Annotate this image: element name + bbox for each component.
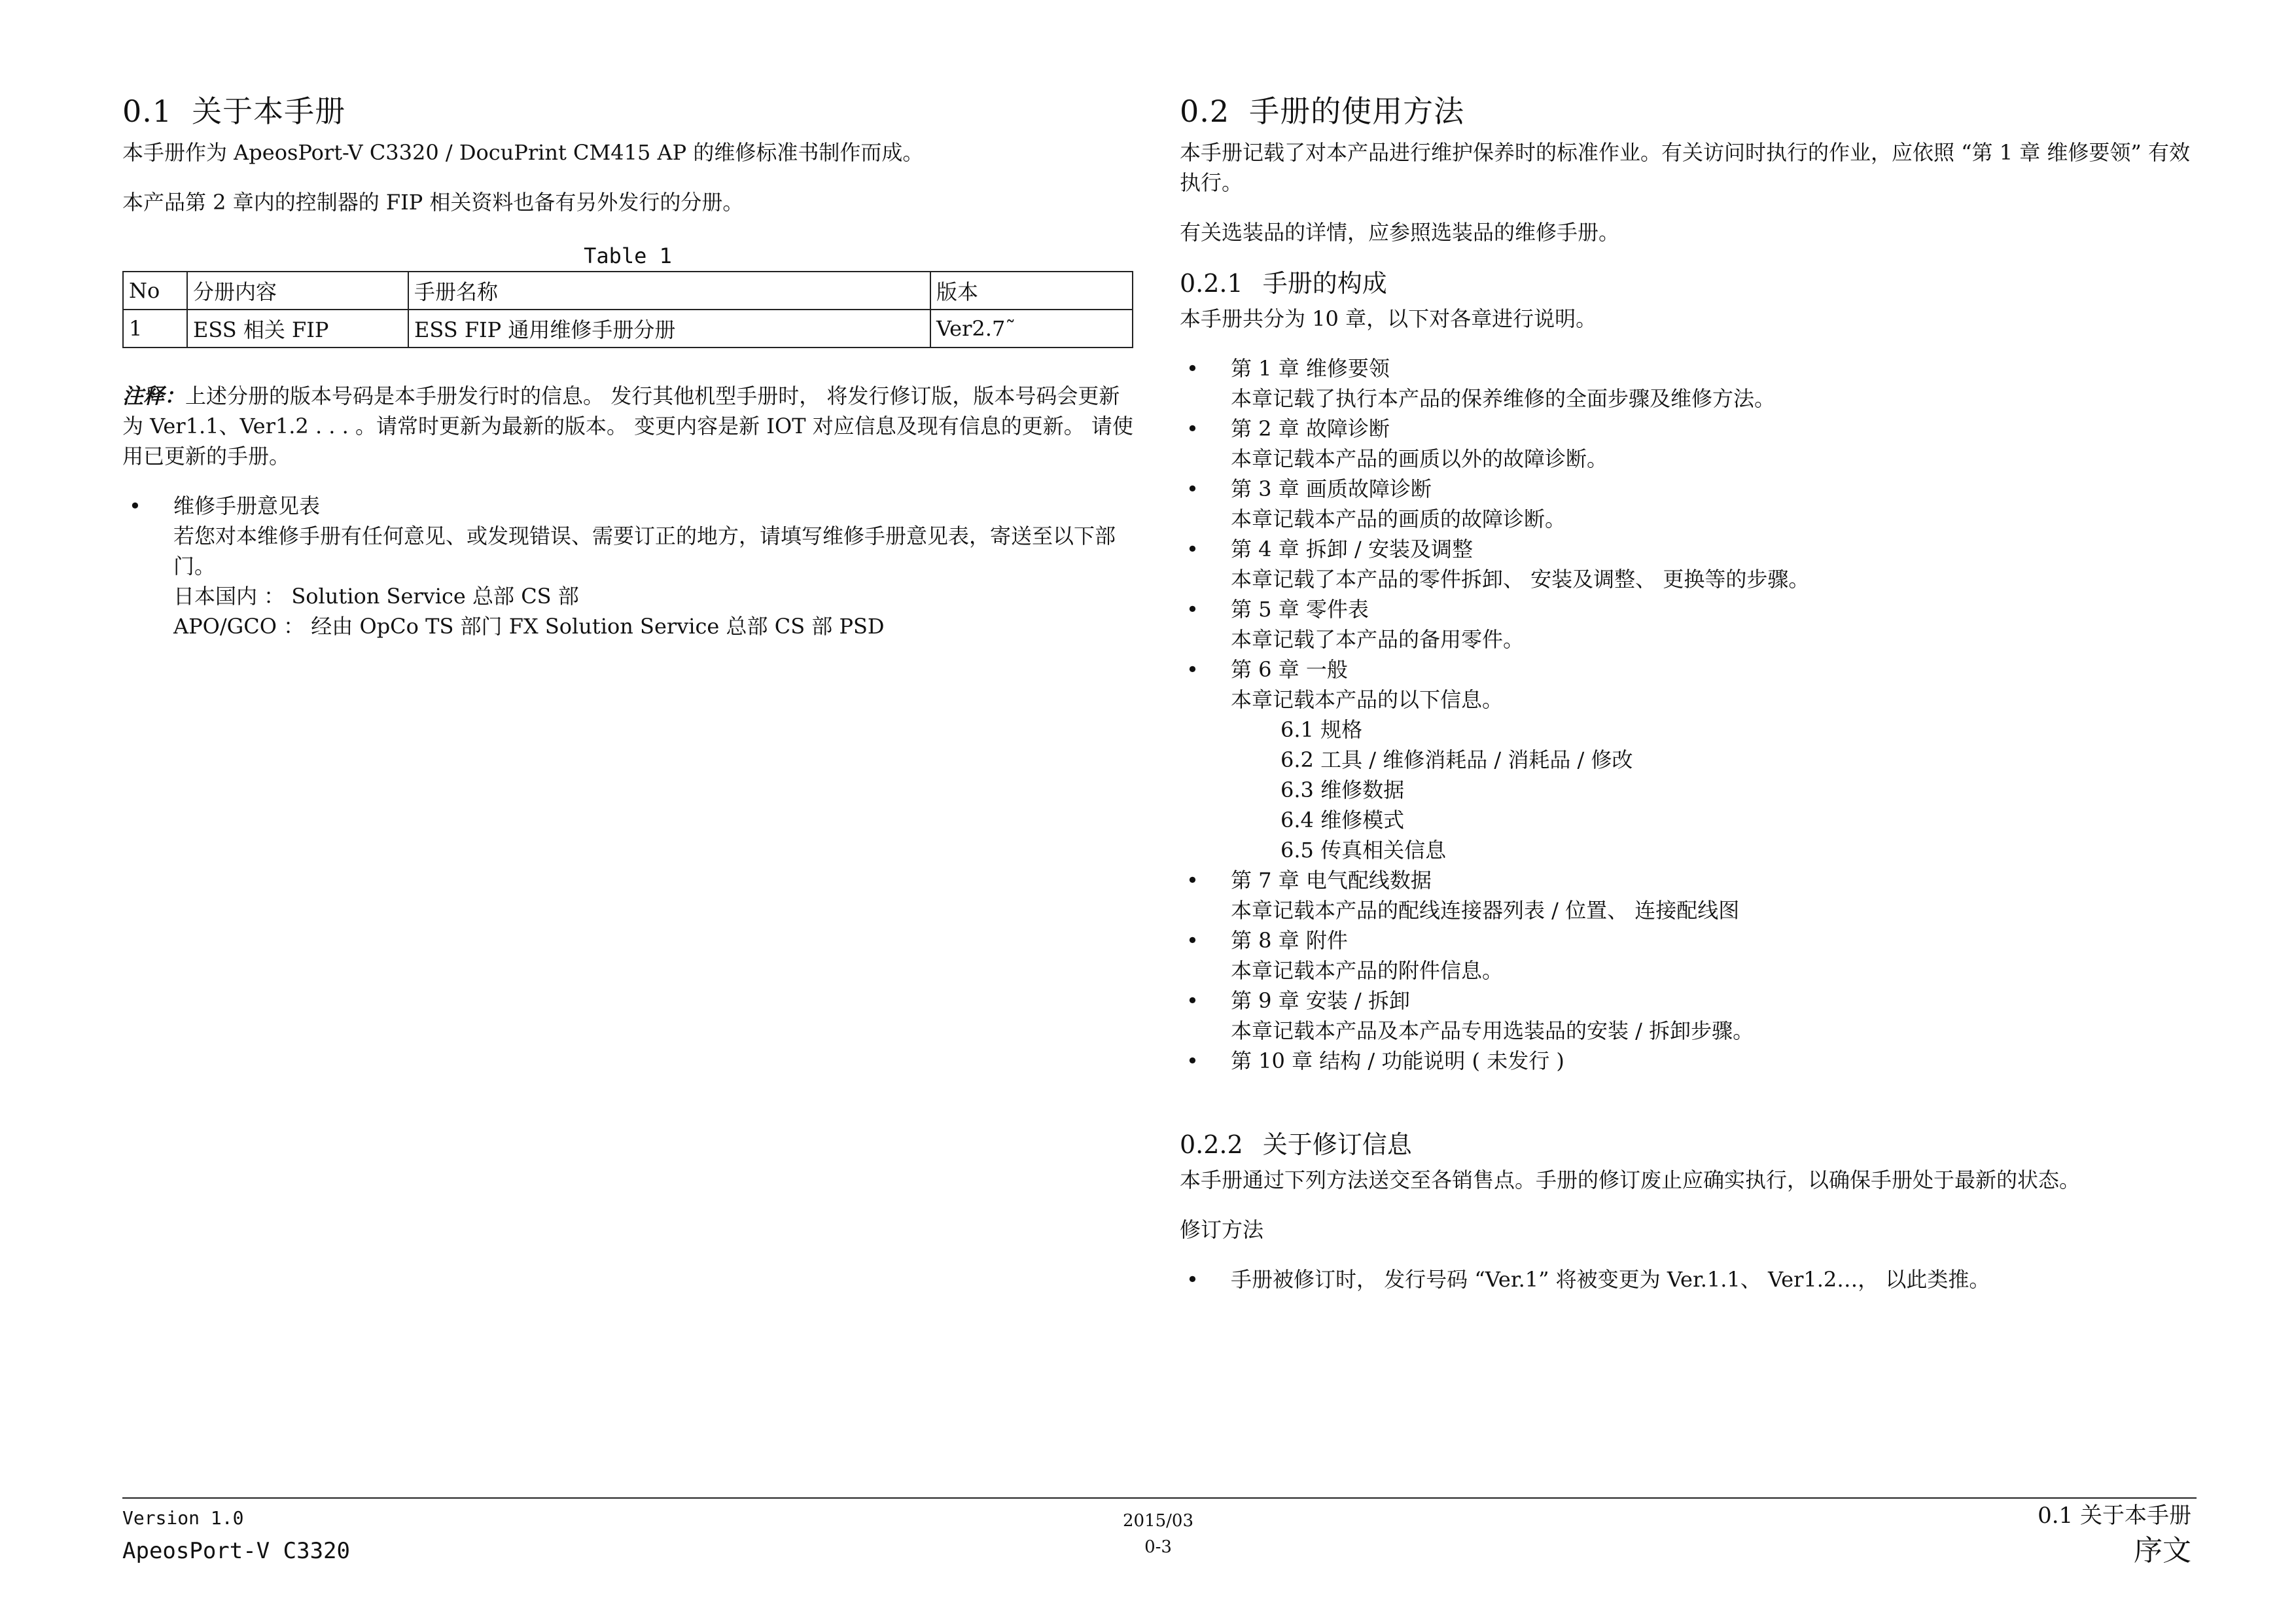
table-header-cell: 手册名称 (408, 272, 930, 310)
chapter-subitem: 6.3 维修数据 (1280, 777, 1405, 802)
footer-chapter: 序文 (2134, 1534, 2191, 1567)
list-item (1180, 925, 2191, 986)
table-cell: ESS 相关 FIP (187, 310, 408, 348)
intro-paragraph: 本手册作为 ApeosPort-V C3320 / DocuPrint CM415 AP 的维修标准书制作而成。 (122, 140, 924, 165)
heading-number: 0.2.1 (1180, 269, 1243, 298)
subsection-heading-0-2-2 (1180, 1128, 2191, 1161)
subsection-heading-0-2-1 (1180, 267, 2191, 300)
bullet-icon: • (1186, 868, 1199, 893)
note-paragraph (122, 381, 1133, 471)
chapter-title: 第 2 章 故障诊断 (1231, 416, 1390, 441)
bullet-icon: • (1186, 657, 1199, 682)
list-item (122, 491, 1133, 641)
bullet-icon: • (1186, 928, 1199, 953)
right-column (1180, 92, 2191, 1314)
heading-title: 关于修订信息 (1262, 1130, 1412, 1159)
table-caption: Table 1 (584, 243, 672, 268)
bullet-icon: • (1186, 988, 1199, 1013)
revision-paragraph: 本手册通过下列方法送交至各销售点。手册的修订废止应确实执行，以确保手册处于最新的状态。 (1180, 1168, 2081, 1192)
left-column (122, 92, 1133, 661)
feedback-line: 若您对本维修手册有任何意见、或发现错误、需要订正的地方，请填写维修手册意见表，寄送至以下部门。 (173, 524, 1116, 579)
chapter-subitem: 6.2 工具 / 维修消耗品 / 消耗品 / 修改 (1280, 747, 1633, 772)
chapter-title: 第 1 章 维修要领 (1231, 356, 1390, 381)
bullet-icon: • (1186, 356, 1199, 381)
heading-number: 0.2.2 (1180, 1130, 1243, 1159)
chapter-subitem: 6.5 传真相关信息 (1280, 838, 1447, 863)
list-item (1180, 1264, 2191, 1294)
bullet-icon: • (1186, 1048, 1199, 1073)
list-item (1180, 353, 2191, 414)
footer-divider (122, 1497, 2197, 1499)
chapter-desc: 本章记载了本产品的备用零件。 (1231, 627, 1525, 652)
feedback-line: 日本国内 ： Solution Service 总部 CS 部 (173, 584, 579, 609)
footer-section: 0.1 关于本手册 (2038, 1503, 2191, 1529)
table-cell: 1 (123, 310, 187, 348)
list-item (1180, 474, 2191, 534)
table-header-cell: 分册内容 (187, 272, 408, 310)
table-header-row (123, 272, 1133, 310)
chapter-desc: 本章记载本产品的配线连接器列表 / 位置、 连接配线图 (1231, 898, 1740, 923)
feedback-list (122, 491, 1133, 641)
chapter-title: 第 8 章 附件 (1231, 928, 1348, 953)
chapter-subitem: 6.4 维修模式 (1280, 808, 1405, 832)
footer-model: ApeosPort-V C3320 (122, 1538, 350, 1564)
heading-title: 手册的使用方法 (1249, 94, 1465, 129)
list-item (1180, 865, 2191, 925)
list-item (1180, 654, 2191, 865)
bullet-icon: • (1186, 537, 1199, 562)
chapter-desc: 本章记载本产品的画质的故障诊断。 (1231, 507, 1566, 531)
heading-number: 0.1 (122, 94, 173, 129)
spacer (1180, 1096, 2191, 1128)
bullet-icon: • (1186, 476, 1199, 501)
chapter-title: 第 5 章 零件表 (1231, 597, 1369, 622)
chapter-title: 第 9 章 安装 / 拆卸 (1231, 988, 1411, 1013)
feedback-title: 维修手册意见表 (173, 493, 321, 518)
footer-date: 2015/03 (1122, 1511, 1193, 1531)
chapter-list (1180, 353, 2191, 1076)
chapter-title: 第 7 章 电气配线数据 (1231, 868, 1432, 893)
note-text: 上述分册的版本号码是本手册发行时的信息。 发行其他机型手册时， 将发行修订版，版本号码会更新为 Ver1.1、Ver1.2 . . . 。请常时更新为最新的版本。 变更内容是新 IOT 对应信息及现有信息的更新。 请使用已更新的手册。 (122, 383, 1133, 469)
feedback-line: APO/GCO ： 经由 OpCo TS 部门 FX Solution Service 总部 CS 部 PSD (173, 614, 885, 639)
table-header-cell: 版本 (930, 272, 1133, 310)
chapter-desc: 本章记载本产品的附件信息。 (1231, 958, 1504, 983)
chapter-desc: 本章记载了执行本产品的保养维修的全面步骤及维修方法。 (1231, 386, 1776, 411)
chapter-title: 第 4 章 拆卸 / 安装及调整 (1231, 537, 1474, 562)
list-item (1180, 414, 2191, 474)
chapter-subitem: 6.1 规格 (1280, 717, 1363, 742)
list-item (1180, 534, 2191, 594)
options-paragraph: 有关选装品的详情，应参照选装品的维修手册。 (1180, 220, 1620, 245)
footer-page-number: 0-3 (1144, 1537, 1172, 1557)
table-cell: ESS FIP 通用维修手册分册 (408, 310, 930, 348)
fip-paragraph: 本产品第 2 章内的控制器的 FIP 相关资料也备有另外发行的分册。 (122, 190, 744, 215)
chapter-desc: 本章记载本产品及本产品专用选装品的安装 / 拆卸步骤。 (1231, 1018, 1754, 1043)
structure-intro: 本手册共分为 10 章，以下对各章进行说明。 (1180, 306, 1597, 331)
chapter-desc: 本章记载本产品的画质以外的故障诊断。 (1231, 446, 1608, 471)
table-header-cell: No (123, 272, 187, 310)
section-heading-0-1 (122, 92, 1133, 131)
chapter-desc: 本章记载本产品的以下信息。 (1231, 687, 1504, 712)
chapter-desc: 本章记载了本产品的零件拆卸、 安装及调整、 更换等的步骤。 (1231, 567, 1810, 592)
bullet-icon: • (1186, 597, 1199, 622)
chapter-title: 第 6 章 一般 (1231, 657, 1348, 682)
table-row (123, 310, 1133, 348)
usage-paragraph: 本手册记载了对本产品进行维护保养时的标准作业。有关访问时执行的作业，应依照 “第 1 章 维修要领” 有效执行。 (1180, 140, 2190, 195)
table-cell: Ver2.7˜ (930, 310, 1133, 348)
bullet-icon: • (1186, 1267, 1199, 1292)
section-heading-0-2 (1180, 92, 2191, 131)
heading-number: 0.2 (1180, 94, 1230, 129)
heading-title: 关于本手册 (192, 94, 346, 129)
bullet-icon: • (129, 493, 141, 518)
revision-text: 手册被修订时， 发行号码 “Ver.1” 将被变更为 Ver.1.1、 Ver1.2…， 以此类推。 (1231, 1267, 1990, 1292)
bullet-icon: • (1186, 416, 1199, 441)
list-item (1180, 1046, 2191, 1076)
revision-list (1180, 1264, 2191, 1294)
footer-version: Version 1.0 (122, 1507, 244, 1529)
chapter-title: 第 3 章 画质故障诊断 (1231, 476, 1432, 501)
chapter-title: 第 10 章 结构 / 功能说明 ( 未发行 ) (1231, 1048, 1564, 1073)
heading-title: 手册的构成 (1262, 269, 1387, 298)
volume-table (122, 271, 1133, 348)
note-label: 注释： (122, 383, 186, 408)
revision-method-label: 修订方法 (1180, 1217, 1264, 1242)
list-item (1180, 594, 2191, 654)
list-item (1180, 986, 2191, 1046)
